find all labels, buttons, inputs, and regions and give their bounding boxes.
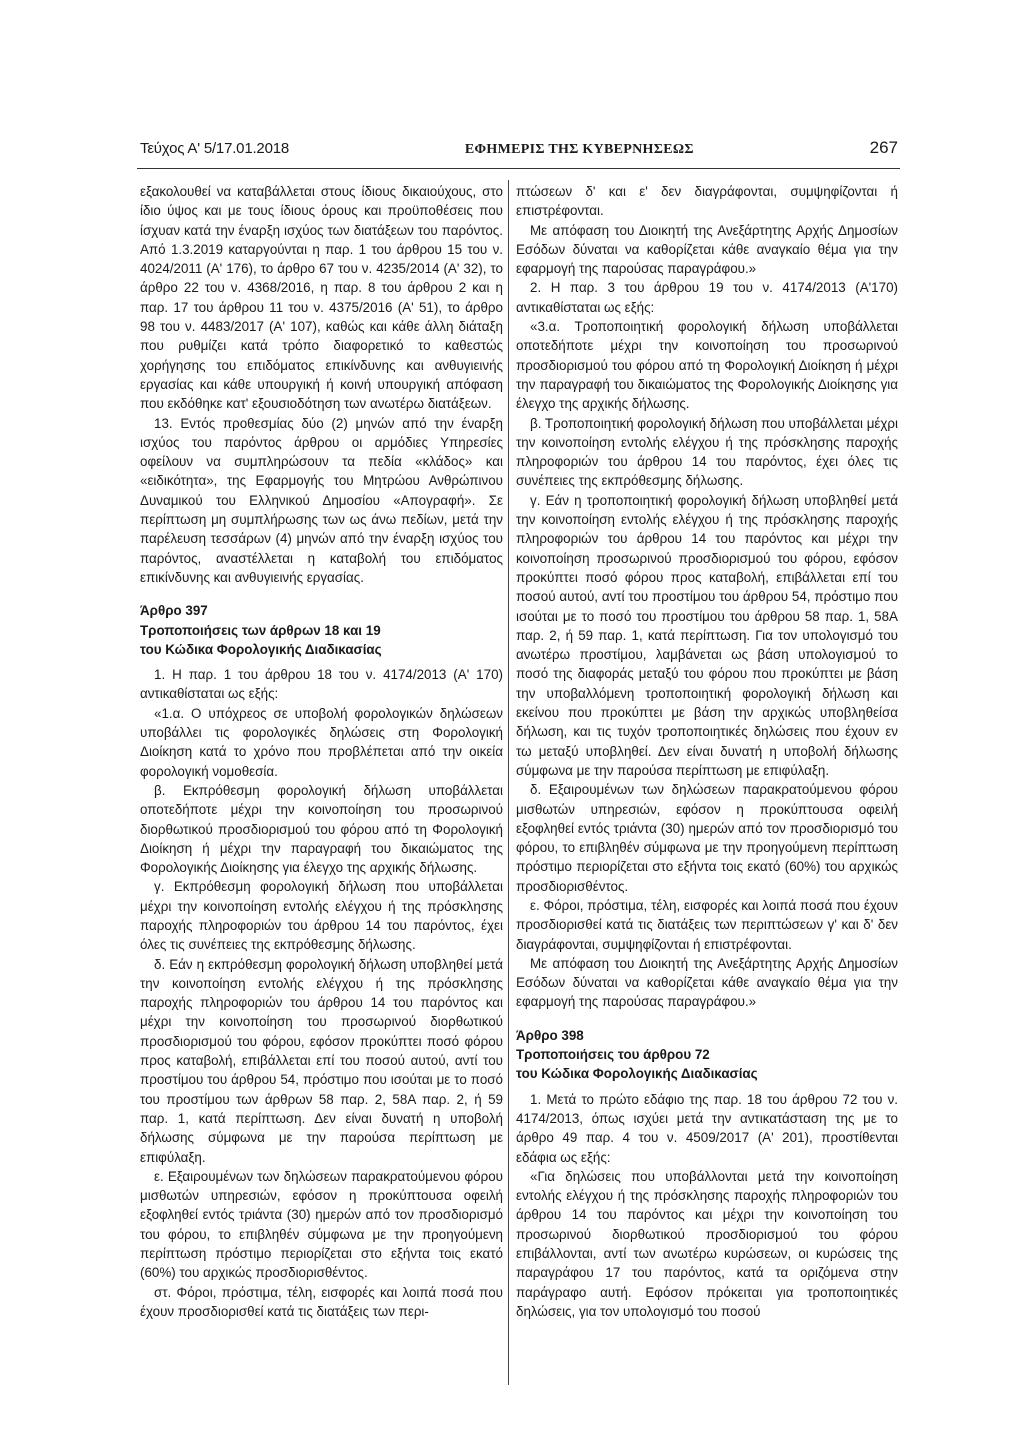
paragraph: εξακολουθεί να καταβάλλεται στους ίδιους δικαιούχους, στο ίδιο ύψος και με τους ίδιους όρους και προϋποθέσεις που ίσχυαν κατά την έναρξη ισχύος των διατάξεων του παρόντος. Από 1.3.2019 καταργούνται η παρ. 1 του άρθρου 15 του ν. 4024/2011 (Α' 176), το άρθρο 67 του ν. 4235/2014 (Α' 32), το άρθρο 22 του ν. 4368/2016, η παρ. 8 του άρθρου 2 και η παρ. 17 του άρθρου 11 του ν. 4375/2016 (Α' 51), το άρθρο 98 του ν. 4483/2017 (Α' 107), καθώς και κάθε άλλη διάταξη που ρυθμίζει κατά τρόπο διαφορετικό το καθεστώς χορήγησης του επιδόματος επικίνδυνης και ανθυγιεινής εργασίας και κάθε υπουργική ή κοινή υπουργική απόφαση που εκδόθηκε κατ' εξουσιοδότηση των ανωτέρω διατάξεων. xyxy=(140,184,503,412)
article-heading-398 xyxy=(516,1026,898,1084)
paragraph: 1. Η παρ. 1 του άρθρου 18 του ν. 4174/2013 (Α' 170) αντικαθίσταται ως εξής: xyxy=(140,667,503,702)
paragraph: 1. Μετά το πρώτο εδάφιο της παρ. 18 του άρθρου 72 του ν. 4174/2013, όπως ισχύει μετά την αντικατάσταση της με το άρθρο 49 παρ. 4 του ν. 4509/2017 (Α' 201), προστίθενται εδάφια ως εξής: xyxy=(516,1091,898,1165)
paragraph: δ. Εξαιρουμένων των δηλώσεων παρακρατούμενου φόρου μισθωτών υπηρεσιών, εφόσον η προκύπτουσα οφειλή εξοφληθεί εντός τριάντα (30) ημερών από τον προσδιορισμό του φόρου, το επιβληθέν σύμφωνα με την προηγούμενη περίπτωση πρόστιμο περιορίζεται στο εξήντα τοις εκατό (60%) του αρχικώς προσδιορισθέντος. xyxy=(516,782,898,894)
paragraph: ε. Εξαιρουμένων των δηλώσεων παρακρατούμενου φόρου μισθωτών υπηρεσιών, εφόσον η προκύπτουσα οφειλή εξοφληθεί εντός τριάντα (30) ημερών από τον προσδιορισμό του φόρου, το επιβληθέν σύμφωνα με την προηγούμενη περίπτωση πρόστιμο περιορίζεται στο εξήντα τοις εκατό (60%) του αρχικώς προσδιορισθέντος. xyxy=(140,1168,503,1281)
paragraph: «3.α. Τροποποιητική φορολογική δήλωση υποβάλλεται οποτεδήποτε μέχρι την κοινοποίηση του προσωρινού προσδιορισμού του φόρου από τη Φορολογική Διοίκηση ή μέχρι την παραγραφή του δικαιώματος της Φορολογικής Διοίκησης για έλεγχο της αρχικής δήλωσης. xyxy=(516,319,898,412)
paragraph: 2. Η παρ. 3 του άρθρου 19 του ν. 4174/2013 (Α'170) αντικαθίσταται ως εξής: xyxy=(516,280,898,315)
gazette-title: ΕΦΗΜΕΡΙΣ ΤΗΣ ΚΥΒΕΡΝΗΣΕΩΣ xyxy=(464,142,694,157)
page-header xyxy=(140,138,898,164)
article-title-line: Τροποποιήσεις του άρθρου 72 xyxy=(516,1047,710,1063)
page-number: 267 xyxy=(869,138,898,157)
column-divider xyxy=(508,180,509,1385)
paragraph: γ. Εάν η τροποποιητική φορολογική δήλωση υποβληθεί μετά την κοινοποίηση εντολής ελέγχου ή της πρόσκλησης παροχής πληροφοριών του άρθρου 14 του παρόντος και μέχρι την κοινοποίηση προσωρινού προσδιορισμού του φόρου, εφόσον προκύπτει ποσό φόρου προς καταβολή, επιβάλλεται επί του ποσού αυτού, αντί του προστίμου του άρθρου 54, πρόστιμο που ισούται με το ποσό του προστίμου του άρθρου 58 παρ. 1, 58Α παρ. 2, ή 59 παρ. 1, κατά περίπτωση. Για τον υπολογισμό του ανωτέρω προστίμου, λαμβάνεται ως βάση υπολογισμού το ποσό της διαφοράς μεταξύ του φόρου που προκύπτει με βάση την υποβαλλόμενη τροποποιητική φορολογική δήλωση και εκείνου που προκύπτει με βάση την αρχικώς υποβληθείσα δήλωση, και τις τυχόν τροποποιητικές δηλώσεις που έχουν εν τω μεταξύ υποβληθεί. Δεν είναι δυνατή η υποβολή δήλωσης σύμφωνα με την παρούσα περίπτωση με επιφύλαξη. xyxy=(516,492,898,778)
paragraph: «1.α. Ο υπόχρεος σε υποβολή φορολογικών δηλώσεων υποβάλλει τις φορολογικές δηλώσεις στη Φορολογική Διοίκηση κατά το χρόνο που προβλέπεται από την οικεία φορολογική νομοθεσία. xyxy=(140,705,503,779)
paragraph: Με απόφαση του Διοικητή της Ανεξάρτητης Αρχής Δημοσίων Εσόδων δύναται να καθορίζεται κάθε αναγκαίο θέμα για την εφαρμογή της παρούσας παραγράφου.» xyxy=(516,222,898,277)
header-rule xyxy=(137,168,900,169)
article-heading-397 xyxy=(140,601,503,659)
issue-number: Τεύχος Α' 5/17.01.2018 xyxy=(140,140,290,157)
paragraph: β. Τροποποιητική φορολογική δήλωση που υποβάλλεται μέχρι την κοινοποίηση εντολής ελέγχου ή της πρόσκλησης παροχής πληροφοριών του άρθρου 14 του παρόντος, έχει όλες τις συνέπειες της εκπρόθεσμης δήλωσης. xyxy=(516,415,899,489)
article-number: Άρθρο 398 xyxy=(516,1027,584,1043)
article-title-line: του Κώδικα Φορολογικής Διαδικασίας xyxy=(140,641,382,657)
paragraph: ε. Φόροι, πρόστιμα, τέλη, εισφορές και λοιπά ποσά που έχουν προσδιορισθεί κατά τις διατάξεις των περιπτώσεων γ' και δ' δεν διαγράφονται, συμψηφίζονται ή επιστρέφονται. xyxy=(516,897,898,952)
paragraph: «Για δηλώσεις που υποβάλλονται μετά την κοινοποίηση εντολής ελέγχου ή της πρόσκλησης παροχής πληροφοριών του άρθρου 14 του παρόντος και μέχρι την κοινοποίηση του προσωρινού διορθωτικού προσδιορισμού του φόρου επιβάλλονται, αντί των ανωτέρω κυρώσεων, οι κυρώσεις της παραγράφου 17 του παρόντος, κατά τα οριζόμενα στην παράγραφο αυτή. Εφόσον πρόκειται για τροποποιητικές δηλώσεις, για τον υπολογισμό του ποσού xyxy=(516,1168,898,1319)
paragraph: β. Εκπρόθεσμη φορολογική δήλωση υποβάλλεται οποτεδήποτε μέχρι την κοινοποίηση του προσωρινού διορθωτικού προσδιορισμού του φόρου από τη Φορολογική Διοίκηση ή μέχρι την παραγραφή του δικαιώματος της Φορολογικής Διοίκησης για έλεγχο της αρχικής δήλωσης. xyxy=(140,782,503,876)
article-title-line: Τροποποιήσεις των άρθρων 18 και 19 xyxy=(140,622,381,638)
paragraph: γ. Εκπρόθεσμη φορολογική δήλωση που υποβάλλεται μέχρι την κοινοποίηση εντολής ελέγχου ή της πρόσκλησης παροχής πληροφοριών του άρθρου 14 του παρόντος, έχει όλες τις συνέπειες της εκπρόθεσμης δήλωσης. xyxy=(140,879,503,953)
article-title-line: του Κώδικα Φορολογικής Διαδικασίας xyxy=(516,1066,758,1082)
right-column xyxy=(516,182,898,1321)
paragraph: 13. Εντός προθεσμίας δύο (2) μηνών από την έναρξη ισχύος του παρόντος άρθρου οι αρμόδιες Υπηρεσίες οφείλουν να συμπληρώσουν τα πεδία «κλάδος» και «ειδικότητα», της Εφαρμογής του Μητρώου Ανθρώπινου Δυναμικού του Ελληνικού Δημοσίου «Απογραφή». Σε περίπτωση μη συμπλήρωσης των ως άνω πεδίων, μετά την παρέλευση τεσσάρων (4) μηνών από την έναρξη ισχύος του παρόντος, αναστέλλεται η καταβολή του επιδόματος επικίνδυνης και ανθυγιεινής εργασίας. xyxy=(140,415,503,585)
left-column xyxy=(140,182,503,1321)
paragraph: Με απόφαση του Διοικητή της Ανεξάρτητης Αρχής Δημοσίων Εσόδων δύναται να καθορίζεται κάθε αναγκαίο θέμα για την εφαρμογή της παρούσας παραγράφου.» xyxy=(516,955,898,1010)
paragraph: πτώσεων δ' και ε' δεν διαγράφονται, συμψηφίζονται ή επιστρέφονται. xyxy=(516,184,898,219)
paragraph: δ. Εάν η εκπρόθεσμη φορολογική δήλωση υποβληθεί μετά την κοινοποίηση εντολής ελέγχου ή της πρόσκλησης παροχής πληροφοριών του άρθρου 14 του παρόντος και μέχρι την κοινοποίηση του προσωρινού διορθωτικού προσδιορισμού του φόρου, εφόσον προκύπτει ποσό φόρου προς καταβολή, επιβάλλεται επί του ποσού αυτού, αντί του προστίμου του άρθρου 54, πρόστιμο που ισούται με το ποσό του προστίμου των άρθρων 58 παρ. 2, 58Α παρ. 2, ή 59 παρ. 1, κατά περίπτωση. Δεν είναι δυνατή η υποβολή δήλωσης σύμφωνα με την παρούσα περίπτωση με επιφύλαξη. xyxy=(140,956,503,1165)
article-number: Άρθρο 397 xyxy=(140,603,208,619)
paragraph: στ. Φόροι, πρόστιμα, τέλη, εισφορές και λοιπά ποσά που έχουν προσδιορισθεί κατά τις διατάξεις των περι- xyxy=(140,1284,503,1319)
